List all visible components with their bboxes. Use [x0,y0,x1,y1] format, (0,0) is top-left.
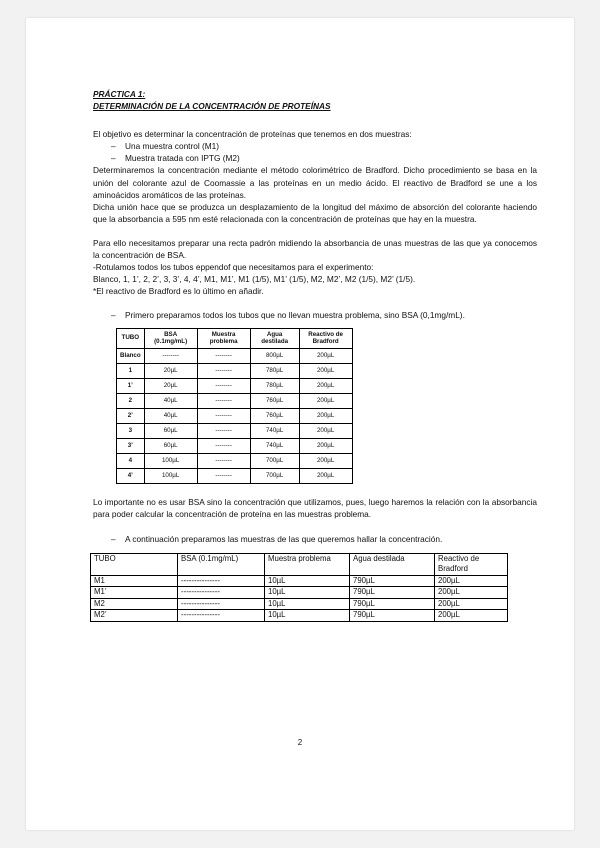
list-item: – A continuación preparamos las muestras de las que queremos hallar la concentración. [111,533,443,544]
table-cell: 100µL [144,454,197,469]
table-header-cell: TUBO [91,553,178,575]
label-tubes-paragraph: -Rotulamos todos los tubos eppendof que necesitamos para el experimento: [93,262,374,273]
table-row [117,393,353,408]
table-header-cell: Reactivo de Bradford [435,553,508,575]
table-cell: 790µL [350,587,435,599]
table-row [117,439,353,454]
table-cell: 200µL [299,348,352,363]
importance-paragraph: Lo importante no es usar BSA sino la concentración que utilizamos, pues, luego haremos la relación con la absorbancia para poder calcular la concentración de proteína en las muestras problema. [93,497,537,520]
table-cell: Blanco [117,348,145,363]
table-cell: 40µL [144,393,197,408]
table-cell: 760µL [250,408,299,423]
table-header-cell: BSA (0.1mg/mL) [178,553,265,575]
table-cell: --------------- [178,598,265,610]
table-cell: 3’ [117,439,145,454]
table-row [117,423,353,438]
absorbance-paragraph: Dicha unión hace que se produzca un desplazamiento de la longitud del máximo de absorción del colorante haciendo que la absorbancia a 595 nm esté relacionada con la concentración de proteínas que hay en la muestra. [93,201,537,224]
samples-table [90,553,508,622]
table-cell: -------- [197,408,250,423]
table-header-cell: Reactivo de Bradford [299,328,352,348]
table-cell: 10µL [265,587,350,599]
table-header-row [91,553,508,575]
list-item: – Primero preparamos todos los tubos que no llevan muestra problema, sino BSA (0,1mg/mL). [111,310,465,321]
table-cell: 200µL [299,378,352,393]
table-cell: 100µL [144,469,197,484]
page-content [93,88,537,622]
table-cell: 200µL [299,393,352,408]
table-header-cell: BSA (0.1mg/mL) [144,328,197,348]
table-cell: M1 [91,575,178,587]
table-cell: 740µL [250,439,299,454]
table-cell: 780µL [250,363,299,378]
table-cell: M2’ [91,610,178,622]
table-cell: -------- [197,469,250,484]
table-row [91,598,508,610]
list-item: – Muestra tratada con IPTG (M2) [111,153,240,164]
table-cell: 4’ [117,469,145,484]
practice-heading: PRÁCTICA 1: [93,89,146,99]
table-cell: 740µL [250,423,299,438]
table-header-row [117,328,353,348]
table-row [117,363,353,378]
table-cell: -------- [197,348,250,363]
table-cell: --------------- [178,575,265,587]
table-cell: 10µL [265,610,350,622]
table-row [91,610,508,622]
table-cell: --------------- [178,610,265,622]
table-cell: 700µL [250,469,299,484]
table-cell: 200µL [299,469,352,484]
table-cell: 800µL [250,348,299,363]
table-cell: 790µL [350,598,435,610]
table-cell: 3 [117,423,145,438]
reagent-note: *El reactivo de Bradford es lo último en añadir. [93,286,264,297]
page-number: 2 [297,738,303,747]
table-cell: M2 [91,598,178,610]
table-cell: -------- [197,454,250,469]
table-cell: 40µL [144,408,197,423]
table-cell: 2 [117,393,145,408]
table-cell: -------- [197,439,250,454]
table-cell: 700µL [250,454,299,469]
table-cell: 200µL [435,610,508,622]
table-cell: M1’ [91,587,178,599]
table-cell: 760µL [250,393,299,408]
table-cell: -------- [197,378,250,393]
table-cell: 200µL [299,454,352,469]
tube-list-paragraph: Blanco, 1, 1’, 2, 2’, 3, 3’, 4, 4’, M1, M1’, M1 (1/5), M1’ (1/5), M2, M2’, M2 (1/5), M2’ (1/5). [93,274,416,285]
table-cell: 200µL [299,408,352,423]
table-cell: 20µL [144,378,197,393]
table-header-cell: Muestra problema [197,328,250,348]
table-cell: 200µL [435,598,508,610]
standards-table [116,328,353,485]
table-cell: 200µL [435,575,508,587]
table-cell: 20µL [144,363,197,378]
table-cell: -------- [197,393,250,408]
intro-paragraph: El objetivo es determinar la concentración de proteínas que tenemos en dos muestras: [93,129,412,140]
table-cell: 200µL [299,439,352,454]
table-cell: 790µL [350,610,435,622]
document-page [26,18,574,830]
table-header-cell: TUBO [117,328,145,348]
table-cell: 4 [117,454,145,469]
table-cell: -------- [197,423,250,438]
list-item: – Una muestra control (M1) [111,141,220,152]
table-cell: 790µL [350,575,435,587]
table-cell: 780µL [250,378,299,393]
table-row [117,469,353,484]
table-row [117,348,353,363]
table-cell: 60µL [144,439,197,454]
table-cell: --------------- [178,587,265,599]
table-cell: 10µL [265,598,350,610]
table-cell: 200µL [435,587,508,599]
table-cell: -------- [197,363,250,378]
table-row [117,408,353,423]
method-paragraph: Determinaremos la concentración mediante el método colorimétrico de Bradford. Dicho procedimiento se basa en la unión del colorante azul de Coomassie a las proteínas en un medio ácido. El reactivo de Bradford se une a los aminoácidos aromáticos de las proteínas. [93,165,537,200]
table-cell: -------- [144,348,197,363]
standard-curve-paragraph: Para ello necesitamos preparar una recta padrón midiendo la absorbancia de unas muestras de las que ya conocemos la concentración de BSA. [93,237,537,261]
table-cell: 10µL [265,575,350,587]
table-header-cell: Muestra problema [265,553,350,575]
table-row [91,575,508,587]
table-cell: 1’ [117,378,145,393]
table-cell: 1 [117,363,145,378]
table-row [91,587,508,599]
table-row [117,378,353,393]
document-title: DETERMINACIÓN DE LA CONCENTRACIÓN DE PROTEÍNAS [93,101,331,112]
table-row [117,454,353,469]
table-cell: 200µL [299,423,352,438]
table-cell: 2’ [117,408,145,423]
table-header-cell: Agua destilada [350,553,435,575]
table-cell: 200µL [299,363,352,378]
table-header-cell: Agua destilada [250,328,299,348]
table-cell: 60µL [144,423,197,438]
